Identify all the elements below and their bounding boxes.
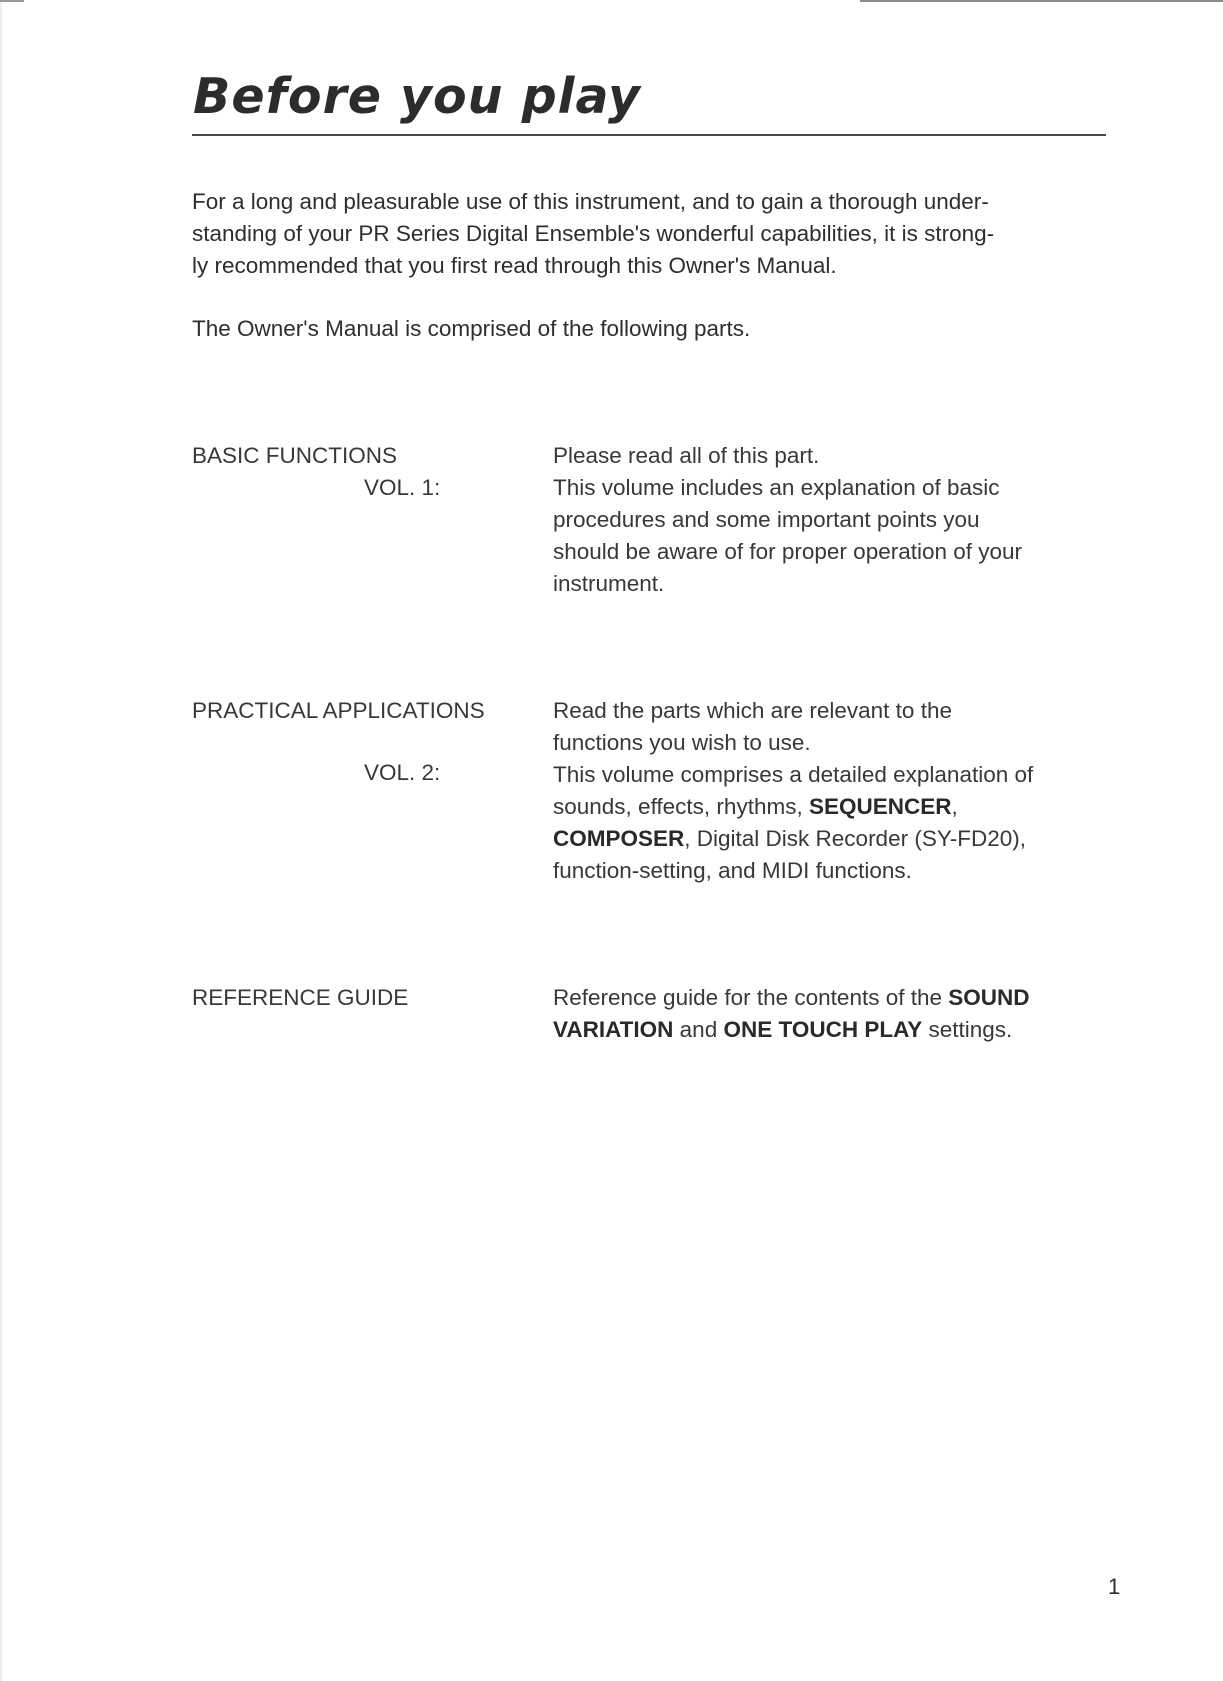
description-line: function-setting, and MIDI functions. bbox=[553, 858, 912, 883]
scan-edge-line bbox=[860, 0, 1223, 2]
text-run: sounds, effects, rhythms, bbox=[553, 794, 809, 819]
bold-term-sound: SOUND bbox=[948, 985, 1030, 1010]
intro-paragraph bbox=[192, 186, 1112, 282]
text-run: Reference guide for the contents of the bbox=[553, 985, 949, 1010]
description-line bbox=[553, 823, 1113, 855]
section-description bbox=[553, 440, 1113, 600]
title-underline bbox=[192, 134, 1106, 136]
description-line: Read the parts which are relevant to the bbox=[553, 698, 952, 723]
description-line: instrument. bbox=[553, 571, 665, 596]
text-run: , bbox=[951, 794, 958, 819]
description-line bbox=[553, 1014, 1113, 1046]
section-description bbox=[553, 695, 1113, 887]
intro-line-3: ly recommended that you first read through this Owner's Manual. bbox=[192, 253, 837, 278]
section-label: BASIC FUNCTIONS bbox=[192, 443, 398, 468]
description-line: procedures and some important points you bbox=[553, 507, 980, 532]
bold-term-variation: VARIATION bbox=[553, 1017, 674, 1042]
section-label: PRACTICAL APPLICATIONS bbox=[192, 698, 485, 723]
intro-line-1: For a long and pleasurable use of this instrument, and to gain a thorough under- bbox=[192, 189, 989, 214]
bold-term-one-touch-play: ONE TOUCH PLAY bbox=[723, 1017, 923, 1042]
text-run: and bbox=[673, 1017, 724, 1042]
bold-term-composer: COMPOSER bbox=[553, 826, 685, 851]
description-line bbox=[553, 791, 1113, 823]
description-line: functions you wish to use. bbox=[553, 730, 811, 755]
section-reference-guide bbox=[192, 982, 1112, 1052]
section-practical-applications bbox=[192, 695, 1112, 895]
section-label: REFERENCE GUIDE bbox=[192, 985, 409, 1010]
volume-label: VOL. 1: bbox=[364, 475, 441, 500]
description-line: This volume comprises a detailed explanation of bbox=[553, 762, 1034, 787]
description-line: should be aware of for proper operation of your bbox=[553, 539, 1023, 564]
description-line: This volume includes an explanation of basic bbox=[553, 475, 1000, 500]
section-basic-functions bbox=[192, 440, 1112, 610]
parts-intro: The Owner's Manual is comprised of the following parts. bbox=[192, 316, 751, 341]
volume-label: VOL. 2: bbox=[364, 760, 441, 785]
text-run: , Digital Disk Recorder (SY-FD20), bbox=[684, 826, 1027, 851]
page-number: 1 bbox=[1108, 1574, 1121, 1599]
description-line bbox=[553, 982, 1113, 1014]
bold-term-sequencer: SEQUENCER bbox=[808, 794, 952, 819]
scan-mark bbox=[0, 0, 24, 2]
page-title: Before you play bbox=[193, 68, 641, 125]
intro-line-2: standing of your PR Series Digital Ensemble's wonderful capabilities, it is strong- bbox=[192, 221, 995, 246]
description-line: Please read all of this part. bbox=[553, 443, 820, 468]
scan-edge-shadow bbox=[0, 0, 3, 1681]
text-run: settings. bbox=[922, 1017, 1013, 1042]
section-description bbox=[553, 982, 1113, 1046]
